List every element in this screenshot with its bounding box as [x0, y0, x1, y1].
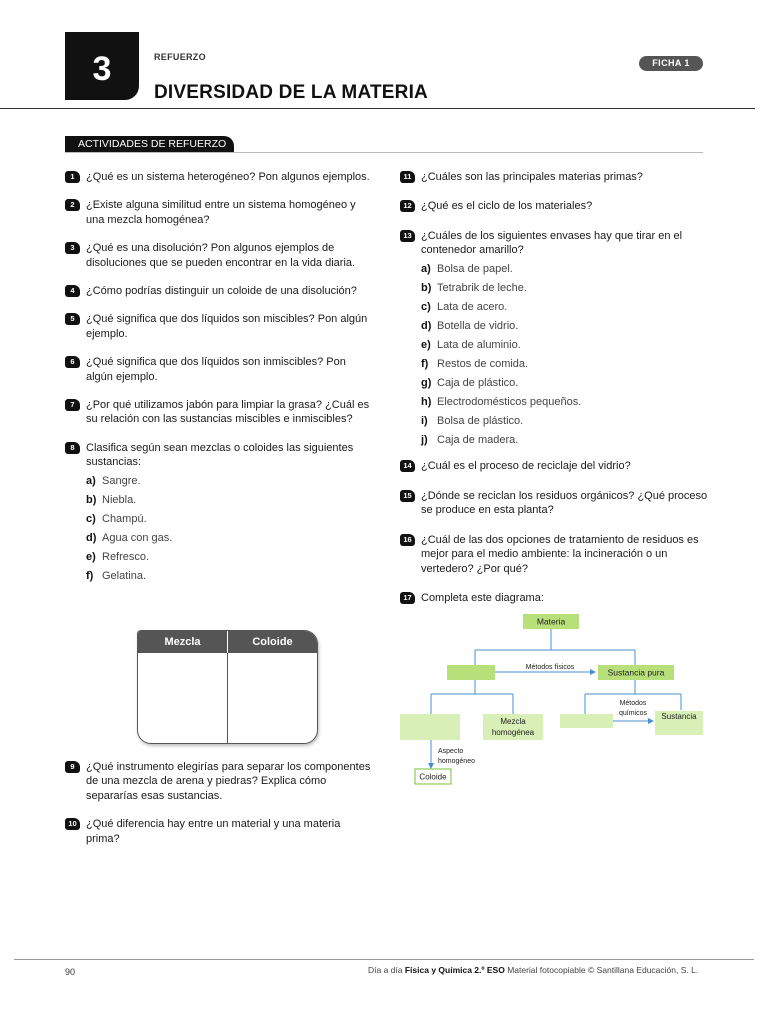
section-tab: ACTIVIDADES DE REFUERZO	[65, 136, 234, 152]
list-item: b) Tetrabrik de leche.	[421, 281, 527, 294]
header-divider	[0, 108, 755, 109]
question-14	[400, 459, 710, 473]
question-text: ¿Por qué utilizamos jabón para limpiar la grasa? ¿Cuál es su relación con las sustancias miscibles e inmiscibles?	[86, 399, 370, 426]
mezcla-label: Mezcla	[500, 717, 526, 726]
question-text: ¿Cuál es el proceso de reciclaje del vidrio?	[421, 460, 631, 473]
homogenea-label: homogénea	[491, 728, 535, 737]
question-7	[65, 398, 375, 427]
question-17	[400, 591, 710, 605]
question-number: 8	[65, 442, 80, 454]
page-title: DIVERSIDAD DE LA MATERIA	[154, 82, 428, 103]
list-item: e) Lata de aluminio.	[421, 339, 521, 351]
unit-number-badge	[65, 32, 139, 100]
question-text: ¿Qué significa que dos líquidos son inmiscibles? Pon algún ejemplo.	[86, 356, 346, 383]
question-text: ¿Cómo podrías distinguir un coloide de una disolución?	[86, 285, 357, 298]
header-mezcla: Mezcla	[138, 631, 228, 653]
list-item: h) Electrodomésticos pequeños.	[421, 396, 582, 409]
q8-options	[86, 474, 375, 583]
question-16	[400, 533, 710, 576]
question-text: Completa este diagrama:	[421, 591, 544, 604]
question-number: 13	[400, 230, 415, 242]
list-item: j) Caja de madera.	[421, 434, 519, 447]
question-number: 16	[400, 534, 415, 546]
sustancia-pura-label: Sustancia pura	[607, 667, 665, 678]
diagram-connectors	[431, 628, 681, 768]
blank-node-mezcla[interactable]	[447, 665, 495, 680]
question-12	[400, 199, 710, 213]
question-text: ¿Qué instrumento elegirías para separar los componentes de una mezcla de arena y piedras? Explica cómo separarías esas sustancias.	[86, 761, 371, 802]
list-item: d) Botella de vidrio.	[421, 319, 519, 332]
blank-node-heterogenea[interactable]	[400, 714, 460, 740]
list-item: f) Restos de comida.	[421, 358, 529, 371]
question-text: Clasifica según sean mezclas o coloides las siguientes sustancias:	[86, 441, 354, 469]
question-number: 3	[65, 242, 80, 254]
metodos-fisicos-label: Métodos físicos	[525, 664, 575, 671]
question-number: 12	[400, 200, 415, 212]
question-text: ¿Cuáles son las principales materias primas?	[421, 171, 643, 183]
footer-subject: Física y Química 2.º ESO	[404, 965, 505, 975]
section-divider	[65, 152, 703, 153]
list-item: f) Gelatina.	[86, 570, 147, 583]
question-15	[400, 489, 710, 518]
list-item: b) Niebla.	[86, 493, 137, 506]
footer-rights: Material fotocopiable © Santillana Educación, S. L.	[504, 965, 699, 975]
question-text: ¿Dónde se reciclan los residuos orgánicos? ¿Qué proceso se produce en esta planta?	[421, 489, 708, 517]
question-number: 14	[400, 460, 415, 472]
question-number: 15	[400, 490, 415, 502]
question-text: ¿Cuáles de los siguientes envases hay que tirar en el contenedor amarillo?	[421, 229, 683, 257]
list-item: c) Lata de acero.	[421, 300, 508, 313]
question-number: 4	[65, 285, 80, 297]
question-number: 7	[65, 399, 80, 411]
list-item: a) Bolsa de papel.	[421, 262, 513, 275]
question-number: 1	[65, 171, 80, 183]
unit-number: 3	[92, 50, 112, 88]
question-number: 11	[400, 171, 415, 183]
question-2	[65, 198, 375, 227]
list-item: c) Champú.	[86, 512, 147, 525]
coloide-cell[interactable]	[228, 653, 317, 743]
question-8	[65, 441, 375, 583]
table-header	[138, 631, 317, 653]
coloide-label: Coloide	[419, 772, 447, 782]
metodos-quimicos-label-1: Métodos	[619, 700, 647, 707]
question-number: 9	[65, 761, 80, 773]
table-body	[138, 653, 317, 743]
header-coloide: Coloide	[252, 636, 293, 648]
list-item: i) Bolsa de plástico.	[421, 415, 524, 428]
materia-diagram	[395, 610, 715, 790]
footer-divider	[14, 959, 754, 960]
list-item: g) Caja de plástico.	[421, 377, 519, 390]
question-number: 2	[65, 199, 80, 211]
question-4	[65, 284, 375, 298]
question-text: ¿Qué es un sistema heterogéneo? Pon algunos ejemplos.	[86, 171, 370, 183]
question-number: 5	[65, 313, 80, 325]
question-9	[65, 760, 375, 803]
question-text: ¿Qué es una disolución? Pon algunos ejemplos de disoluciones que se pueden encontrar en la vida diaria.	[86, 242, 356, 269]
list-item: e) Refresco.	[86, 551, 150, 564]
question-5	[65, 312, 375, 341]
question-1	[65, 170, 375, 184]
left-column	[65, 170, 375, 588]
question-3	[65, 241, 375, 270]
question-number: 10	[65, 818, 80, 830]
question-number: 6	[65, 356, 80, 368]
kicker-label: REFUERZO	[154, 52, 206, 62]
question-10	[65, 817, 375, 846]
question-text: ¿Cuál de las dos opciones de tratamiento de residuos es mejor para el medio ambiente: la incineración o un vertedero? ¿Por qué?	[421, 533, 699, 575]
question-number: 17	[400, 592, 415, 604]
list-item: d) Agua con gas.	[86, 531, 173, 544]
right-column	[400, 170, 710, 605]
question-text: ¿Qué es el ciclo de los materiales?	[421, 200, 593, 213]
question-text: ¿Qué diferencia hay entre un material y una materia prima?	[86, 818, 341, 845]
sustancia-label: Sustancia	[661, 712, 697, 721]
aspecto-label-1: Aspecto	[438, 748, 464, 755]
question-text: ¿Existe alguna similitud entre un sistema homogéneo y una mezcla homogénea?	[86, 199, 356, 226]
metodos-quimicos-label-2: químicos	[618, 710, 648, 717]
question-text: ¿Qué significa que dos líquidos son miscibles? Pon algún ejemplo.	[86, 313, 368, 340]
question-6	[65, 355, 375, 384]
list-item: a) Sangre.	[86, 474, 141, 487]
ficha-badge: FICHA 1	[639, 56, 703, 71]
mezcla-cell[interactable]	[138, 653, 228, 743]
mezcla-coloide-table	[137, 630, 318, 744]
question-11	[400, 170, 710, 184]
left-column-bottom	[65, 760, 375, 846]
blank-node-compuesto[interactable]	[560, 714, 613, 728]
question-13	[400, 229, 710, 448]
aspecto-label-2: homogéneo	[438, 758, 475, 765]
q13-options	[421, 262, 710, 448]
page-number: 90	[65, 967, 76, 977]
materia-label: Materia	[536, 616, 566, 627]
footer-credits: Día a día Física y Química 2.º ESO Material fotocopiable © Santillana Educación, S. L.	[368, 965, 699, 975]
